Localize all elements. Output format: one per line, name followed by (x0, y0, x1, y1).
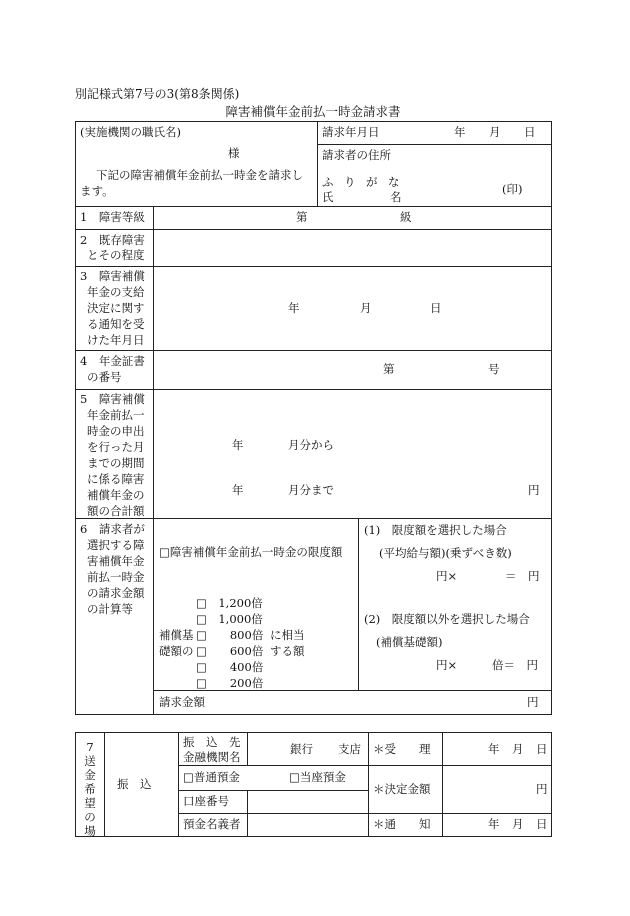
notice-month-b: 月 (512, 817, 524, 831)
claim-amount-label: 請求金額 (159, 695, 205, 709)
case-other-sub: (補償基礎額) (376, 635, 443, 649)
claimant-address-label: 請求者の住所 (322, 148, 391, 162)
case-other-label: (2) 限度額以外を選択した場合 (364, 612, 530, 626)
period-from: 月分から (288, 438, 334, 452)
form-number: 別記様式第7号の3(第8条関係) (75, 87, 240, 101)
request-date-year: 年 (454, 125, 466, 139)
agency-head-label: (実施機関の職氏名) (80, 125, 181, 139)
notice-label: ＊通 知 (373, 817, 431, 831)
notice-year: 年 (288, 301, 300, 315)
branch-suffix: 支店 (338, 742, 361, 756)
request-date-day: 日 (524, 125, 536, 139)
case-other-calc-1: 円× (436, 658, 458, 672)
request-date-month: 月 (489, 125, 501, 139)
form-title: 障害補償年金前払一時金請求書 (225, 104, 401, 119)
received-day: 日 (536, 742, 548, 756)
received-month: 月 (512, 742, 524, 756)
decided-amount-yen: 円 (536, 782, 548, 796)
notice-day: 日 (430, 301, 442, 315)
period-to-year: 年 (232, 483, 244, 497)
multiplier-200[interactable]: □ 200倍 (196, 676, 264, 690)
total-yen: 円 (528, 483, 540, 497)
case-limit-label: (1) 限度額を選択した場合 (364, 523, 507, 537)
current-deposit-checkbox[interactable]: □当座預金 (289, 770, 346, 784)
base-label-1: 補償基 (159, 628, 194, 642)
period-from-year: 年 (232, 438, 244, 452)
case-limit-sub: (平均給与額)(乗ずべき数) (379, 546, 512, 560)
notice-year-b: 年 (488, 817, 500, 831)
equiv-label-1: に相当 (270, 628, 305, 642)
certificate-dai: 第 (383, 362, 395, 376)
received-year: 年 (488, 742, 500, 756)
bank-label-1: 振 込 先 (183, 735, 241, 749)
case-limit-calc-1: 円× (436, 569, 458, 583)
ordinary-deposit-checkbox[interactable]: □普通預金 (183, 770, 240, 784)
account-holder-label: 預金名義者 (183, 817, 241, 831)
multiplier-400[interactable]: □ 400倍 (196, 660, 264, 674)
decided-amount-label: ＊決定金額 (373, 782, 431, 796)
bank-label-2: 金融機関名 (183, 750, 241, 764)
multiplier-1200[interactable]: □ 1,200倍 (196, 596, 263, 610)
limit-amount-checkbox[interactable]: □障害補償年金前払一時金の限度額 (159, 545, 343, 559)
notice-day-b: 日 (536, 817, 548, 831)
period-to: 月分まで (288, 483, 334, 497)
bank-suffix: 銀行 (290, 742, 313, 756)
equiv-label-2: する額 (270, 644, 305, 658)
received-label: ＊受 理 (373, 742, 431, 756)
grade-dai: 第 (296, 210, 308, 224)
multiplier-800[interactable]: □ 800倍 (196, 628, 264, 642)
request-line-1: 下記の障害補償年金前払一時金を請求し (96, 168, 303, 182)
claim-amount-yen: 円 (527, 695, 539, 709)
disability-grade-label: 1 障害等級 (80, 210, 145, 224)
base-label-2: 礎額の (159, 644, 194, 658)
multiplier-600[interactable]: □ 600倍 (196, 644, 264, 658)
sama-label: 様 (228, 146, 240, 160)
multiplier-1000[interactable]: □ 1,000倍 (196, 612, 263, 626)
account-number-label: 口座番号 (183, 794, 229, 808)
certificate-go: 号 (488, 362, 500, 376)
grade-kyu: 級 (400, 210, 412, 224)
furikomi-label: 振 込 (117, 777, 152, 791)
request-date-label: 請求年月日 (322, 125, 380, 139)
notice-month: 月 (360, 301, 372, 315)
case-limit-calc-2: ＝ 円 (505, 569, 540, 583)
seal-mark: (印) (502, 182, 523, 196)
request-line-2: ます。 (80, 184, 114, 198)
case-other-calc-2: 倍＝ 円 (492, 658, 538, 672)
